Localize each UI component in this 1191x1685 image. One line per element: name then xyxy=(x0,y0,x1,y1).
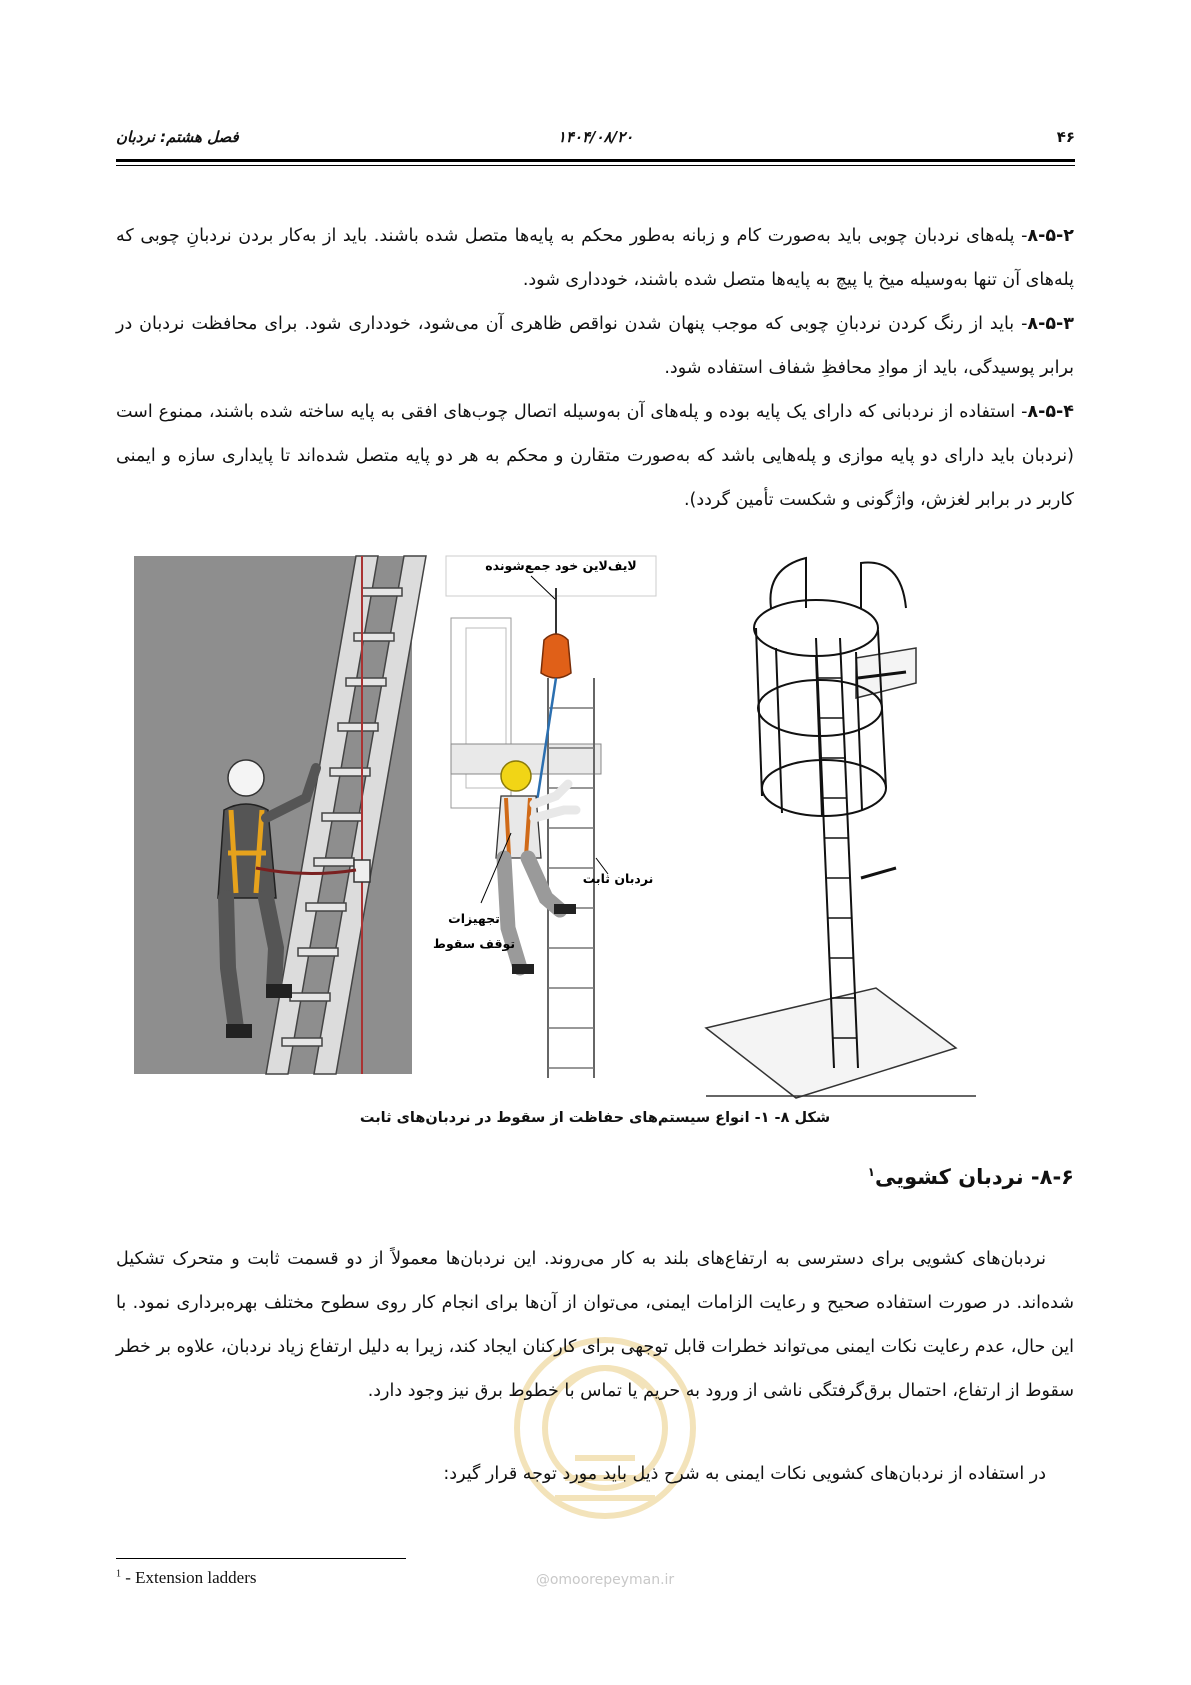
running-header xyxy=(116,128,1075,152)
header-rule-thin xyxy=(116,165,1075,166)
clause-number: ۸-۵-۲ xyxy=(1027,226,1074,246)
fall-protection-figure xyxy=(116,548,1074,1100)
label-lifeline: لایف‌لاین خود جمع‌شونده xyxy=(485,558,637,573)
footnote-reference: ۱ xyxy=(867,1165,875,1179)
header-rule-thick xyxy=(116,159,1075,162)
clause-number: ۸-۵-۴ xyxy=(1027,402,1074,422)
paragraph-8-5-4 xyxy=(116,390,1074,522)
header-date: ۱۴۰۴/۰۸/۲۰ xyxy=(557,128,634,146)
label-fall-arrest-2: توقف سقوط xyxy=(432,936,516,951)
caged-ladder-illustration xyxy=(706,558,976,1098)
section-heading xyxy=(868,1165,1074,1189)
paragraph-8-5-3 xyxy=(116,302,1074,390)
footnote xyxy=(116,1568,257,1588)
clause-text: - استفاده از نردبانی که دارای یک پایه بوده و پله‌های آن به‌وسیله اتصال چوب‌های افقی به پایه ساخته شده باشند، ممنوع است (نردبان باید دارای دو پایه موازی و پله‌هایی باشد که به‌صورت متقارن و محکم به هر دو پایه متصل شده‌اند تا پایداری سازه و ایمنی کاربر در برابر لغزش، واژگونی و شکست تأمین گردد). xyxy=(116,402,1074,510)
paragraph-text: در استفاده از نردبان‌های کشویی نکات ایمنی به شرح ذیل باید مورد توجه قرار گیرد: xyxy=(443,1464,1046,1484)
self-retracting-lifeline-illustration xyxy=(433,556,656,1078)
clause-number: ۸-۵-۳ xyxy=(1027,314,1074,334)
ladder-climber-illustration xyxy=(134,556,426,1074)
paragraph-8-5-2 xyxy=(116,214,1074,302)
clause-text: - پله‌های نردبان چوبی باید به‌صورت کام و زبانه به‌طور محکم به پایه‌ها متصل شده باشند. باید از به‌کار بردن نردبانِ چوبی که پله‌های آن تنها به‌وسیله میخ یا پیچ به پایه‌ها متصل شده باشند، خودداری شود. xyxy=(116,226,1074,290)
footnote-rule xyxy=(116,1558,406,1559)
watermark-text: @omoorepeyman.ir xyxy=(535,1572,675,1588)
label-fixed-ladder: نردبان ثابت xyxy=(582,871,654,886)
footnote-mark: 1 xyxy=(116,1568,121,1580)
section-title: ۸-۶- نردبان کشویی xyxy=(875,1165,1074,1189)
chapter-title: فصل هشتم: نردبان xyxy=(116,128,239,146)
figure-caption: شکل ۸- ۱- انواع سیستم‌های حفاظت از سقوط در نردبان‌های ثابت xyxy=(359,1110,831,1126)
paragraph-extension-intro xyxy=(116,1237,1074,1413)
page-number: ۴۶ xyxy=(1056,128,1075,146)
paragraph-text: نردبان‌های کشویی برای دسترسی به ارتفاع‌های بلند به کار می‌روند. این نردبان‌ها معمولاً از دو قسمت ثابت و متحرک تشکیل شده‌اند. در صورت استفاده صحیح و رعایت الزامات ایمنی، می‌توان از آن‌ها برای انجام کار روی سطوح مختلف بهره‌برداری نمود. با این حال، عدم رعایت نکات ایمنی می‌تواند خطرات قابل توجهی برای کارکنان ایجاد کند، زیرا به دلیل ارتفاع زیاد نردبان، علاوه بر خطر سقوط از ارتفاع، احتمال برق‌گرفتگی ناشی از ورود به حریم یا تماس با خطوط برق نیز وجود دارد. xyxy=(116,1249,1074,1401)
paragraph-extension-lead xyxy=(116,1452,1074,1496)
footnote-text: - Extension ladders xyxy=(121,1568,257,1587)
label-fall-arrest-1: تجهیزات xyxy=(448,911,500,926)
clause-text: - باید از رنگ کردن نردبانِ چوبی که موجب پنهان شدن نواقص ظاهری آن می‌شود، خودداری شود. برای محافظت نردبان در برابر پوسیدگی، باید از موادِ محافظِ شفاف استفاده شود. xyxy=(116,314,1074,378)
